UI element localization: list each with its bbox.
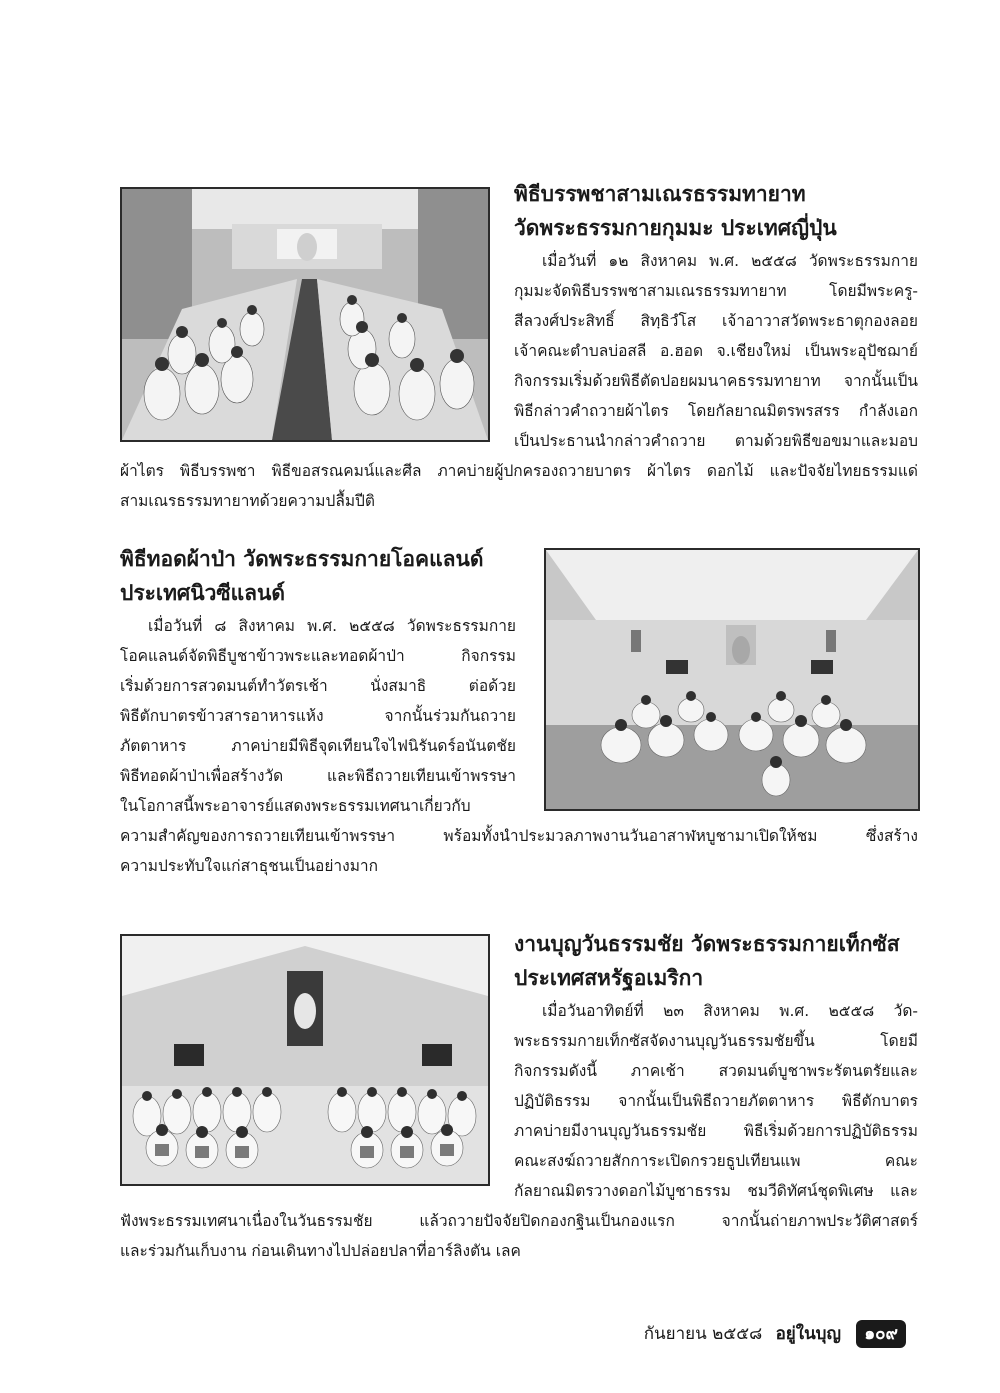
footer-month-year: กันยายน ๒๕๕๘ (643, 1324, 763, 1344)
section-1-body-line: เจ้าคณะตำบลบ่อสลี อ.ฮอด จ.เชียงใหม่ เป็นพระอุปัชฌาย์ (514, 342, 918, 360)
section-3-body-line: พระธรรมกายเท็กซัสจัดงานบุญวันธรรมชัยขึ้น โดยมี (514, 1032, 918, 1050)
section-1-title-line-1: พิธีบรรพชาสามเณรธรรมทายาท (514, 182, 806, 206)
section-2-body-line: ภัตตาหาร ภาคบ่ายมีพิธีจุดเทียนใจไฟนิรันดร์อนันตชัย (120, 737, 516, 755)
section-2-title-line-2: ประเทศนิวซีแลนด์ (120, 581, 286, 605)
section-3-body-line: คณะสงฆ์ถวายสักการะเปิดกรวยธูปเทียนแพ คณะ (514, 1152, 918, 1170)
section-2-body-line: ความสำคัญของการถวายเทียนเข้าพรรษา พร้อมทั้งนำประมวลภาพงานวันอาสาฬหบูชามาเปิดให้ชม ซึ่งสร้าง (120, 827, 918, 845)
section-1-body-line: กุมมะจัดพิธีบรรพชาสามเณรธรรมทายาท โดยมีพระครู- (514, 282, 918, 300)
section-1-body-line: กิจกรรมเริ่มด้วยพิธีตัดปอยผมนาคธรรมทายาท จากนั้นเป็น (514, 372, 918, 390)
section-3-body-line: กัลยาณมิตรวางดอกไม้บูชาธรรม ชมวีดิทัศน์ชุดพิเศษ และ (514, 1182, 918, 1200)
section-3-title-line-1: งานบุญวันธรรมชัย วัดพระธรรมกายเท็กซัส (514, 932, 900, 956)
section-2-body-line: พิธีตักบาตรข้าวสารอาหารแห้ง จากนั้นร่วมกันถวาย (120, 707, 516, 725)
section-3-body-line: เมื่อวันอาทิตย์ที่ ๒๓ สิงหาคม พ.ศ. ๒๕๕๘ วัด- (542, 1002, 918, 1020)
page-footer (0, 1320, 906, 1348)
section-2-body-line: เมื่อวันที่ ๘ สิงหาคม พ.ศ. ๒๕๕๘ วัดพระธรรมกาย (148, 617, 516, 635)
section-1-body-line: ผ้าไตร พิธีบรรพชา พิธีขอสรณคมน์และศีล ภาคบ่ายผู้ปกครองถวายบาตร ผ้าไตร ดอกไม้ และปัจจัยไทยธรรมแด่ (120, 462, 918, 480)
section-3-body-line: ปฏิบัติธรรม จากนั้นเป็นพิธีถวายภัตตาหาร พิธีตักบาตร (514, 1092, 918, 1110)
section-1-body-line: สีลวงศ์ประสิทธิ์ สิทฺธิวํโส เจ้าอาวาสวัดพระธาตุกองลอย (514, 312, 918, 330)
section-3-title-line-2: ประเทศสหรัฐอเมริกา (514, 966, 704, 990)
section-1-body-line: เป็นประธานนำกล่าวคำถวาย ตามด้วยพิธีขอขมาและมอบ (514, 432, 918, 450)
section-2-title-line-1: พิธีทอดผ้าป่า วัดพระธรรมกายโอคแลนด์ (120, 547, 484, 571)
section-3-body-line: ฟังพระธรรมเทศนาเนื่องในวันธรรมชัย แล้วถวายปัจจัยปิดกองกฐินเป็นกองแรก จากนั้นถ่ายภาพประวัติศาสตร์ (120, 1212, 918, 1230)
section-2-body-line: โอคแลนด์จัดพิธีบูชาข้าวพระและทอดผ้าป่า กิจกรรม (120, 647, 516, 665)
section-1-title-line-2: วัดพระธรรมกายกุมมะ ประเทศญี่ปุ่น (514, 216, 837, 240)
section-2-body-line: พิธีทอดผ้าป่าเพื่อสร้างวัด และพิธีถวายเทียนเข้าพรรษา (120, 767, 516, 785)
section-3-body-line: กิจกรรมดังนี้ ภาคเช้า สวดมนต์บูชาพระรัตนตรัยและ (514, 1062, 918, 1080)
section-3-body-line: และร่วมกันเก็บงาน ก่อนเดินทางไปปล่อยปลาที่อาร์ลิงตัน เลค (120, 1242, 521, 1260)
page-number: ๑๐๙ (856, 1320, 906, 1348)
photo-japan-ordination (120, 187, 490, 442)
section-1-body-line: เมื่อวันที่ ๑๒ สิงหาคม พ.ศ. ๒๕๕๘ วัดพระธรรมกาย (542, 252, 918, 270)
section-1-body-line: พิธีกล่าวคำถวายผ้าไตร โดยกัลยาณมิตรพรสรร กำลังเอก (514, 402, 918, 420)
section-2-body-line: ในโอกาสนี้พระอาจารย์แสดงพระธรรมเทศนาเกี่ยวกับ (120, 797, 471, 815)
section-2-body-line: เริ่มด้วยการสวดมนต์ทำวัตรเช้า นั่งสมาธิ ต่อด้วย (120, 677, 516, 695)
section-3-body-line: ภาคบ่ายมีงานบุญวันธรรมชัย พิธีเริ่มด้วยการปฏิบัติธรรม (514, 1122, 918, 1140)
photo-texas-dhammachai (120, 934, 490, 1186)
footer-magazine-name: อยู่ในบุญ (775, 1324, 841, 1344)
section-2-body-line: ความประทับใจแก่สาธุชนเป็นอย่างมาก (120, 857, 379, 875)
photo-auckland-kathina (544, 548, 920, 811)
section-1-body-line: สามเณรธรรมทายาทด้วยความปลื้มปีติ (120, 492, 375, 510)
